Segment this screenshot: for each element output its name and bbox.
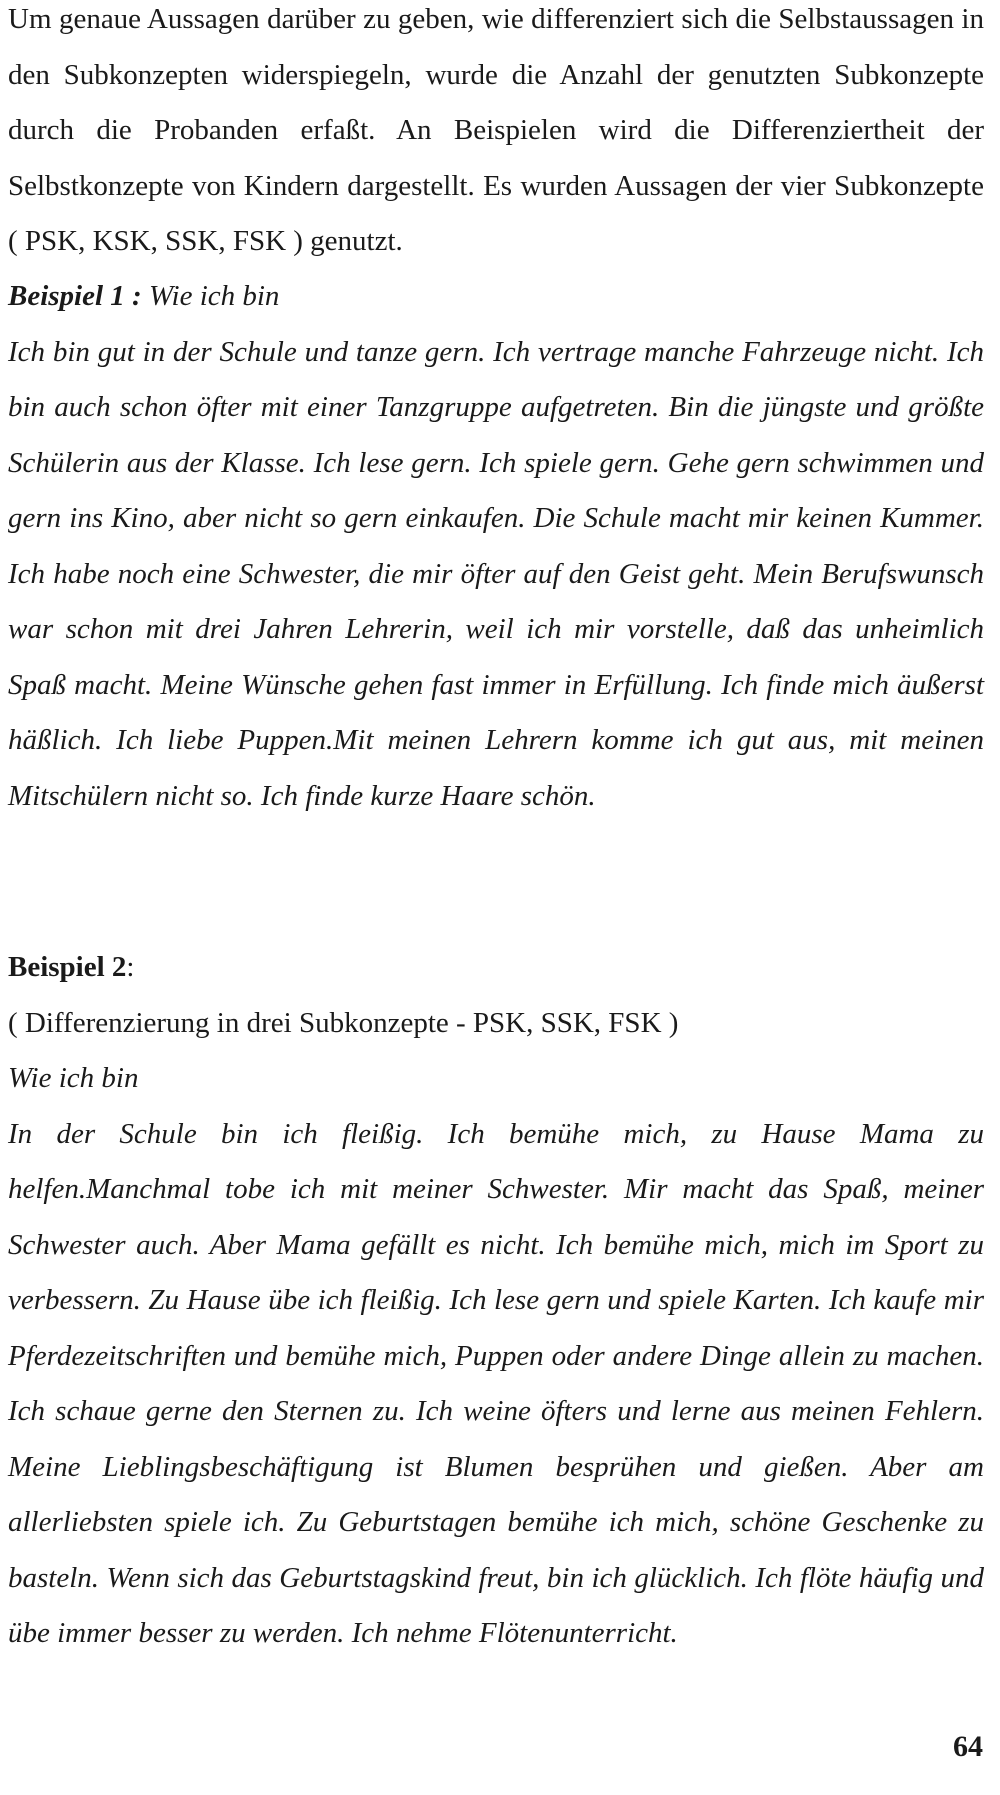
example-2-subtitle: ( Differenzierung in drei Subkonzepte - PSK, SSK, FSK ) xyxy=(8,1006,679,1039)
example-1-title: Wie ich bin xyxy=(148,280,280,312)
example-2-label-suffix: : xyxy=(126,951,135,983)
intro-paragraph: Um genaue Aussagen darüber zu geben, wie differenziert sich die Selbstaussagen in den Subkonzepten widerspiegeln, wurde die Anzahl der genutzten Subkonzepte durch die Probanden erfaßt. An Beispielen wird die Differenziertheit der Selbstkonzepte von Kindern dargestellt. Es wurden Aussagen der vier Subkonzepte ( PSK, KSK, SSK, FSK ) genutzt. xyxy=(8,3,984,257)
example-2-section xyxy=(8,940,984,1662)
page-number: 64 xyxy=(953,1730,983,1763)
example-1-label: Beispiel 1 : xyxy=(8,280,142,312)
example-1-text: Ich bin gut in der Schule und tanze gern. Ich vertrage manche Fahrzeuge nicht. Ich bin auch schon öfter mit einer Tanzgruppe aufgetreten. Bin die jüngste und größte Schülerin aus der Klasse. Ich lese gern. Ich spiele gern. Gehe gern schwimmen und gern ins Kino, aber nicht so gern einkaufen. Die Schule macht mir keinen Kummer. Ich habe noch eine Schwester, die mir öfter auf den Geist geht. Mein Berufswunsch war schon mit drei Jahren Lehrerin, weil ich mir vorstelle, daß das unheimlich Spaß macht. Meine Wünsche gehen fast immer in Erfüllung. Ich finde mich äußerst häßlich. Ich liebe Puppen.Mit meinen Lehrern komme ich gut aus, mit meinen Mitschülern nicht so. Ich finde kurze Haare schön. xyxy=(8,335,984,812)
intro-section xyxy=(8,0,984,270)
example-1-heading xyxy=(8,269,984,325)
example-2-title: Wie ich bin xyxy=(8,1062,139,1094)
example-2-text: In der Schule bin ich fleißig. Ich bemühe mich, zu Hause Mama zu helfen.Manchmal tobe ich mit meiner Schwester. Mir macht das Spaß, meiner Schwester auch. Aber Mama gefällt es nicht. Ich bemühe mich, mich im Sport zu verbessern. Zu Hause übe ich fleißig. Ich lese gern und spiele Karten. Ich kaufe mir Pferdezeitschriften und bemühe mich, Puppen oder andere Dinge allein zu machen. Ich schaue gerne den Sternen zu. Ich weine öfters und lerne aus meinen Fehlern. Meine Lieblingsbeschäftigung ist Blumen besprühen und gießen. Aber am allerliebsten spiele ich. Zu Geburtstagen bemühe ich mich, schöne Geschenke zu basteln. Wenn sich das Geburtstagskind freut, bin ich glücklich. Ich flöte häufig und übe immer besser zu werden. Ich nehme Flötenunterricht. xyxy=(8,1117,984,1649)
example-1-section xyxy=(8,269,984,824)
example-2-heading xyxy=(8,940,984,996)
example-2-label: Beispiel 2 xyxy=(8,951,127,983)
